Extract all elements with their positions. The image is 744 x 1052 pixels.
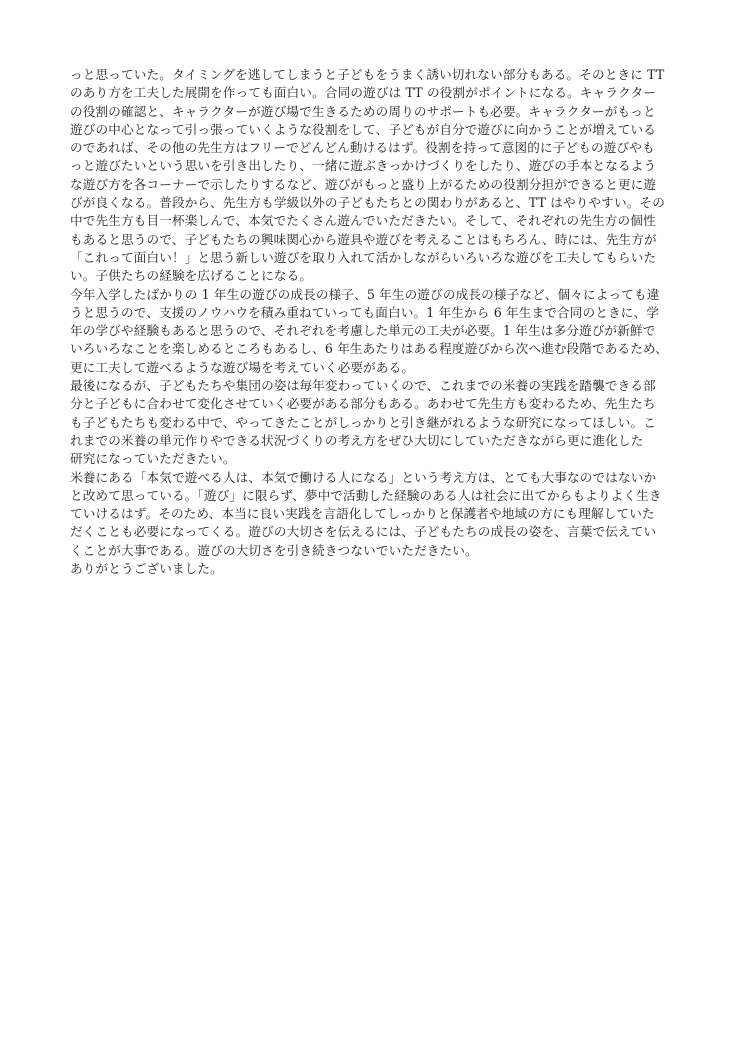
text-line: 研究になっていただきたい。 xyxy=(70,451,236,467)
text-line: のであれば、その他の先生方はフリーでどんどん動けるはず。役割を持って意図的に子どもの遊びやも xyxy=(70,140,655,156)
text-line: うと思うので、支援のノウハウを積み重ねていっても面白い。1 年生から 6 年生まで合同のときに、学 xyxy=(70,304,659,320)
text-line: のあり方を工夫した展開を作っても面白い。合同の遊びは TT の役割がポイントになる。キャラクター xyxy=(70,85,657,101)
text-line: いろいろなことを楽しめるところもあるし、6 年生あたりはある程度遊びから次へ進む段階であるため、 xyxy=(70,341,669,357)
text-line: 「これって面白い！」と思う新しい遊びを取り入れて活かしながらいろいろな遊びを工夫してもらいた xyxy=(70,249,657,265)
text-line: びが良くなる。普段から、先生方も学級以外の子どもたちとの関わりがあると、TT はやりやすい。その xyxy=(70,195,665,211)
text-line: 米養にある「本気で遊べる人は、本気で働ける人になる」という考え方は、とても大事なのではないか xyxy=(70,469,657,485)
text-line: の役割の確認と、キャラクターが遊び場で生きるための周りのサポートも必要。キャラクターがもっと xyxy=(70,103,656,119)
text-line: 中で先生方も目一杯楽しんで、本気でたくさん遊んでいただきたい。そして、それぞれの先生方の個性 xyxy=(70,213,656,229)
text-line: ていけるはず。そのため、本当に良い実践を言語化してしっかりと保護者や地域の方にも理解していた xyxy=(70,506,655,522)
text-line: れまでの米養の単元作りやできる状況づくりの考え方をぜひ大切にしていただきながら更に進化した xyxy=(70,432,644,448)
text-line: い。子供たちの経験を広げることになる。 xyxy=(70,268,313,284)
text-line: 分と子どもに合わせて変化させていく必要がある部分もある。あわせて先生方も変わるため、先生たち xyxy=(70,396,656,412)
closing-line: ありがとうございました。 xyxy=(70,561,223,577)
text-line: 年の学びや経験もあると思うので、それぞれを考慮した単元の工夫が必要。1 年生は多分遊びが新鮮で xyxy=(70,323,656,339)
text-line: だくことも必要になってくる。遊びの大切さを伝えるには、子どもたちの成長の姿を、言葉で伝えてい xyxy=(70,524,657,540)
text-line: もあると思うので、子どもたちの興味関心から遊具や遊びを考えることはもちろん、時には、先生方が xyxy=(70,231,657,247)
text-line: くことが大事である。遊びの大切さを引き続きつないでいただきたい。 xyxy=(70,542,478,558)
text-line: っと遊びたいという思いを引き出したり、一緒に遊ぶきっかけづくりをしたり、遊びの手本となるよう xyxy=(70,158,657,174)
text-line: と改めて思っている。「遊び」に限らず、夢中で活動した経験のある人は社会に出てからもよりよく生き xyxy=(70,487,662,503)
text-line: な遊び方を各コーナーで示したりするなど、遊びがもっと盛り上がるための役割分担ができると更に遊 xyxy=(70,176,657,192)
text-line: っと思っていた。タイミングを逃してしまうと子どもをうまく誘い切れない部分もある。そのときに TT xyxy=(70,67,665,82)
text-line: 遊びの中心となって引っ張っていくような役割をして、子どもが自分で遊びに向かうことが増えている xyxy=(70,121,656,137)
text-line: も子どもたちも変わる中で、やってきたことがしっかりと引き継がれるような研究になってほしい。こ xyxy=(70,414,656,430)
document-body xyxy=(70,66,678,578)
text-line: 今年入学したばかりの 1 年生の遊びの成長の様子、5 年生の遊びの成長の様子など、個々によっても違 xyxy=(70,286,660,302)
text-line: 更に工夫して遊べるような遊び場を考えていく必要がある。 xyxy=(70,359,415,375)
text-line: 最後になるが、子どもたちや集団の姿は毎年変わっていくので、これまでの米養の実践を踏襲できる部 xyxy=(70,378,656,394)
